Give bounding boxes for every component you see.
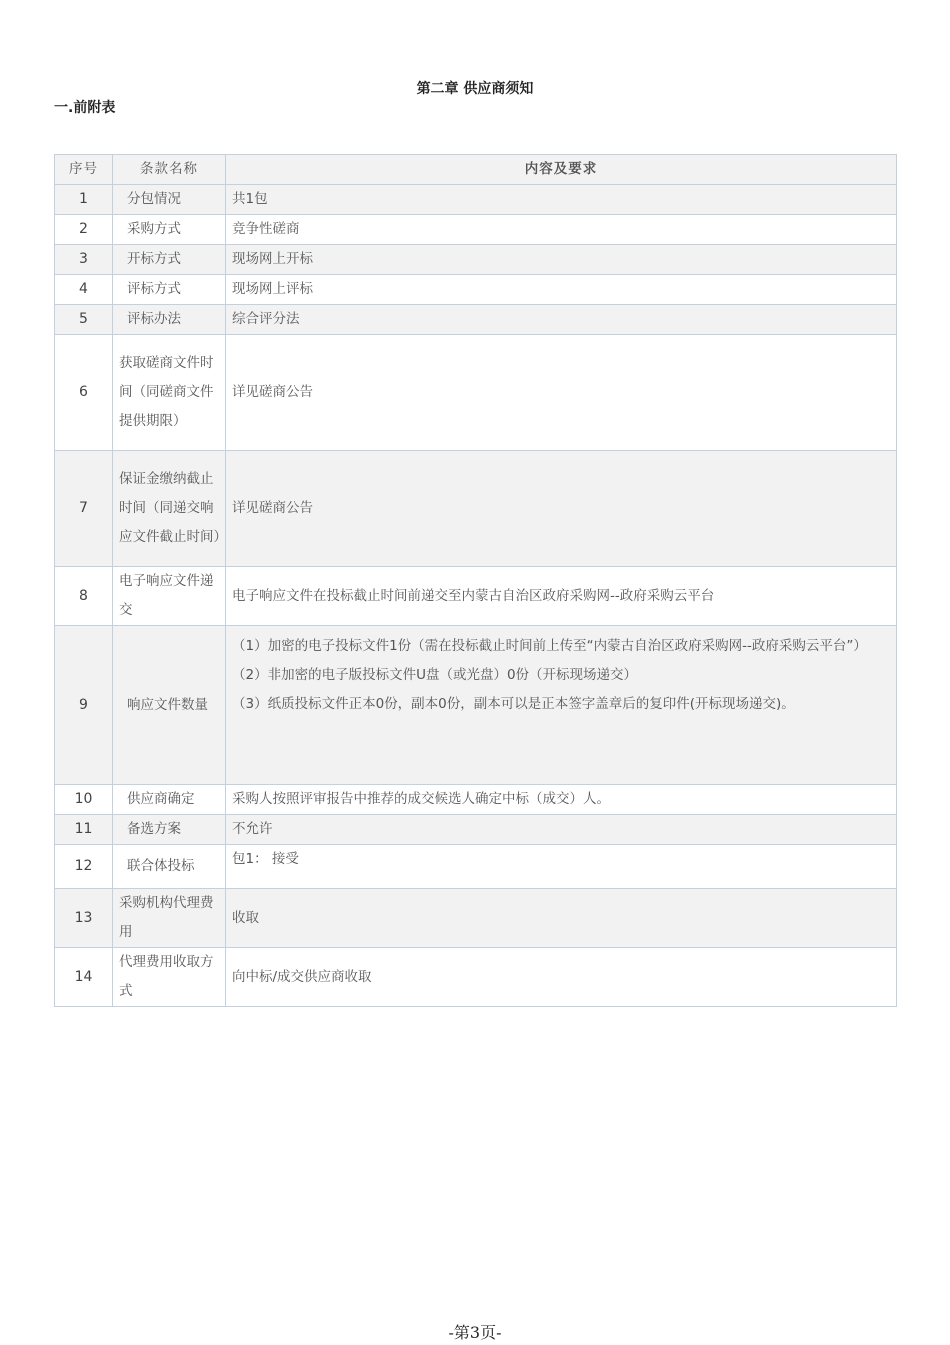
row-number: 7 — [55, 451, 113, 567]
row-content: 包1： 接受 — [226, 845, 897, 889]
row-number: 12 — [55, 845, 113, 889]
content-paragraph: （3）纸质投标文件正本0份，副本0份，副本可以是正本签字盖章后的复印件(开标现场递交)。 — [232, 696, 795, 712]
row-number: 11 — [55, 815, 113, 845]
row-clause-name: 获取磋商文件时间（同磋商文件提供期限） — [113, 335, 226, 451]
row-clause-name: 联合体投标 — [113, 845, 226, 889]
table-row — [55, 785, 897, 815]
row-number: 9 — [55, 626, 113, 785]
row-number: 13 — [55, 889, 113, 948]
row-number: 14 — [55, 948, 113, 1007]
row-content: 共1包 — [226, 185, 897, 215]
table-row — [55, 335, 897, 451]
row-clause-name: 保证金缴纳截止时间（同递交响应文件截止时间） — [113, 451, 226, 567]
chapter-title: 第二章 供应商须知 — [416, 81, 534, 97]
page-number: -第3页- — [448, 1323, 502, 1342]
row-clause-name: 评标办法 — [113, 305, 226, 335]
row-number: 10 — [55, 785, 113, 815]
row-content: 现场网上评标 — [226, 275, 897, 305]
table-row — [55, 451, 897, 567]
row-number: 4 — [55, 275, 113, 305]
header-content: 内容及要求 — [226, 155, 897, 185]
row-content — [226, 626, 897, 785]
row-clause-name: 采购方式 — [113, 215, 226, 245]
table-row — [55, 275, 897, 305]
table-row — [55, 889, 897, 948]
row-content: 综合评分法 — [226, 305, 897, 335]
table-row — [55, 567, 897, 626]
row-clause-name: 评标方式 — [113, 275, 226, 305]
row-content: 收取 — [226, 889, 897, 948]
row-number: 6 — [55, 335, 113, 451]
row-number: 2 — [55, 215, 113, 245]
row-clause-name: 代理费用收取方式 — [113, 948, 226, 1007]
table-row — [55, 948, 897, 1007]
row-clause-name: 电子响应文件递交 — [113, 567, 226, 626]
header-number: 序号 — [55, 155, 113, 185]
row-content: 电子响应文件在投标截止时间前递交至内蒙古自治区政府采购网--政府采购云平台 — [226, 567, 897, 626]
table-row — [55, 305, 897, 335]
row-clause-name: 供应商确定 — [113, 785, 226, 815]
content-paragraph: （1）加密的电子投标文件1份（需在投标截止时间前上传至“内蒙古自治区政府采购网--政府采购云平台”） — [232, 638, 867, 654]
table-header-row — [55, 155, 897, 185]
clauses-table — [54, 154, 897, 1007]
row-number: 8 — [55, 567, 113, 626]
row-clause-name: 分包情况 — [113, 185, 226, 215]
row-content: 竞争性磋商 — [226, 215, 897, 245]
table-row — [55, 215, 897, 245]
row-content: 现场网上开标 — [226, 245, 897, 275]
section-title: 一.前附表 — [54, 100, 116, 116]
row-content: 不允许 — [226, 815, 897, 845]
table-row — [55, 185, 897, 215]
row-number: 1 — [55, 185, 113, 215]
content-paragraph: （2）非加密的电子版投标文件U盘（或光盘）0份（开标现场递交） — [232, 667, 638, 683]
row-content: 向中标/成交供应商收取 — [226, 948, 897, 1007]
row-clause-name: 采购机构代理费用 — [113, 889, 226, 948]
table-row — [55, 626, 897, 785]
row-clause-name: 备选方案 — [113, 815, 226, 845]
header-clause-name: 条款名称 — [113, 155, 226, 185]
row-clause-name: 响应文件数量 — [113, 626, 226, 785]
row-content: 详见磋商公告 — [226, 335, 897, 451]
row-content: 详见磋商公告 — [226, 451, 897, 567]
table-row — [55, 245, 897, 275]
row-number: 5 — [55, 305, 113, 335]
row-content: 采购人按照评审报告中推荐的成交候选人确定中标（成交）人。 — [226, 785, 897, 815]
row-clause-name: 开标方式 — [113, 245, 226, 275]
table-row — [55, 845, 897, 889]
row-number: 3 — [55, 245, 113, 275]
table-row — [55, 815, 897, 845]
